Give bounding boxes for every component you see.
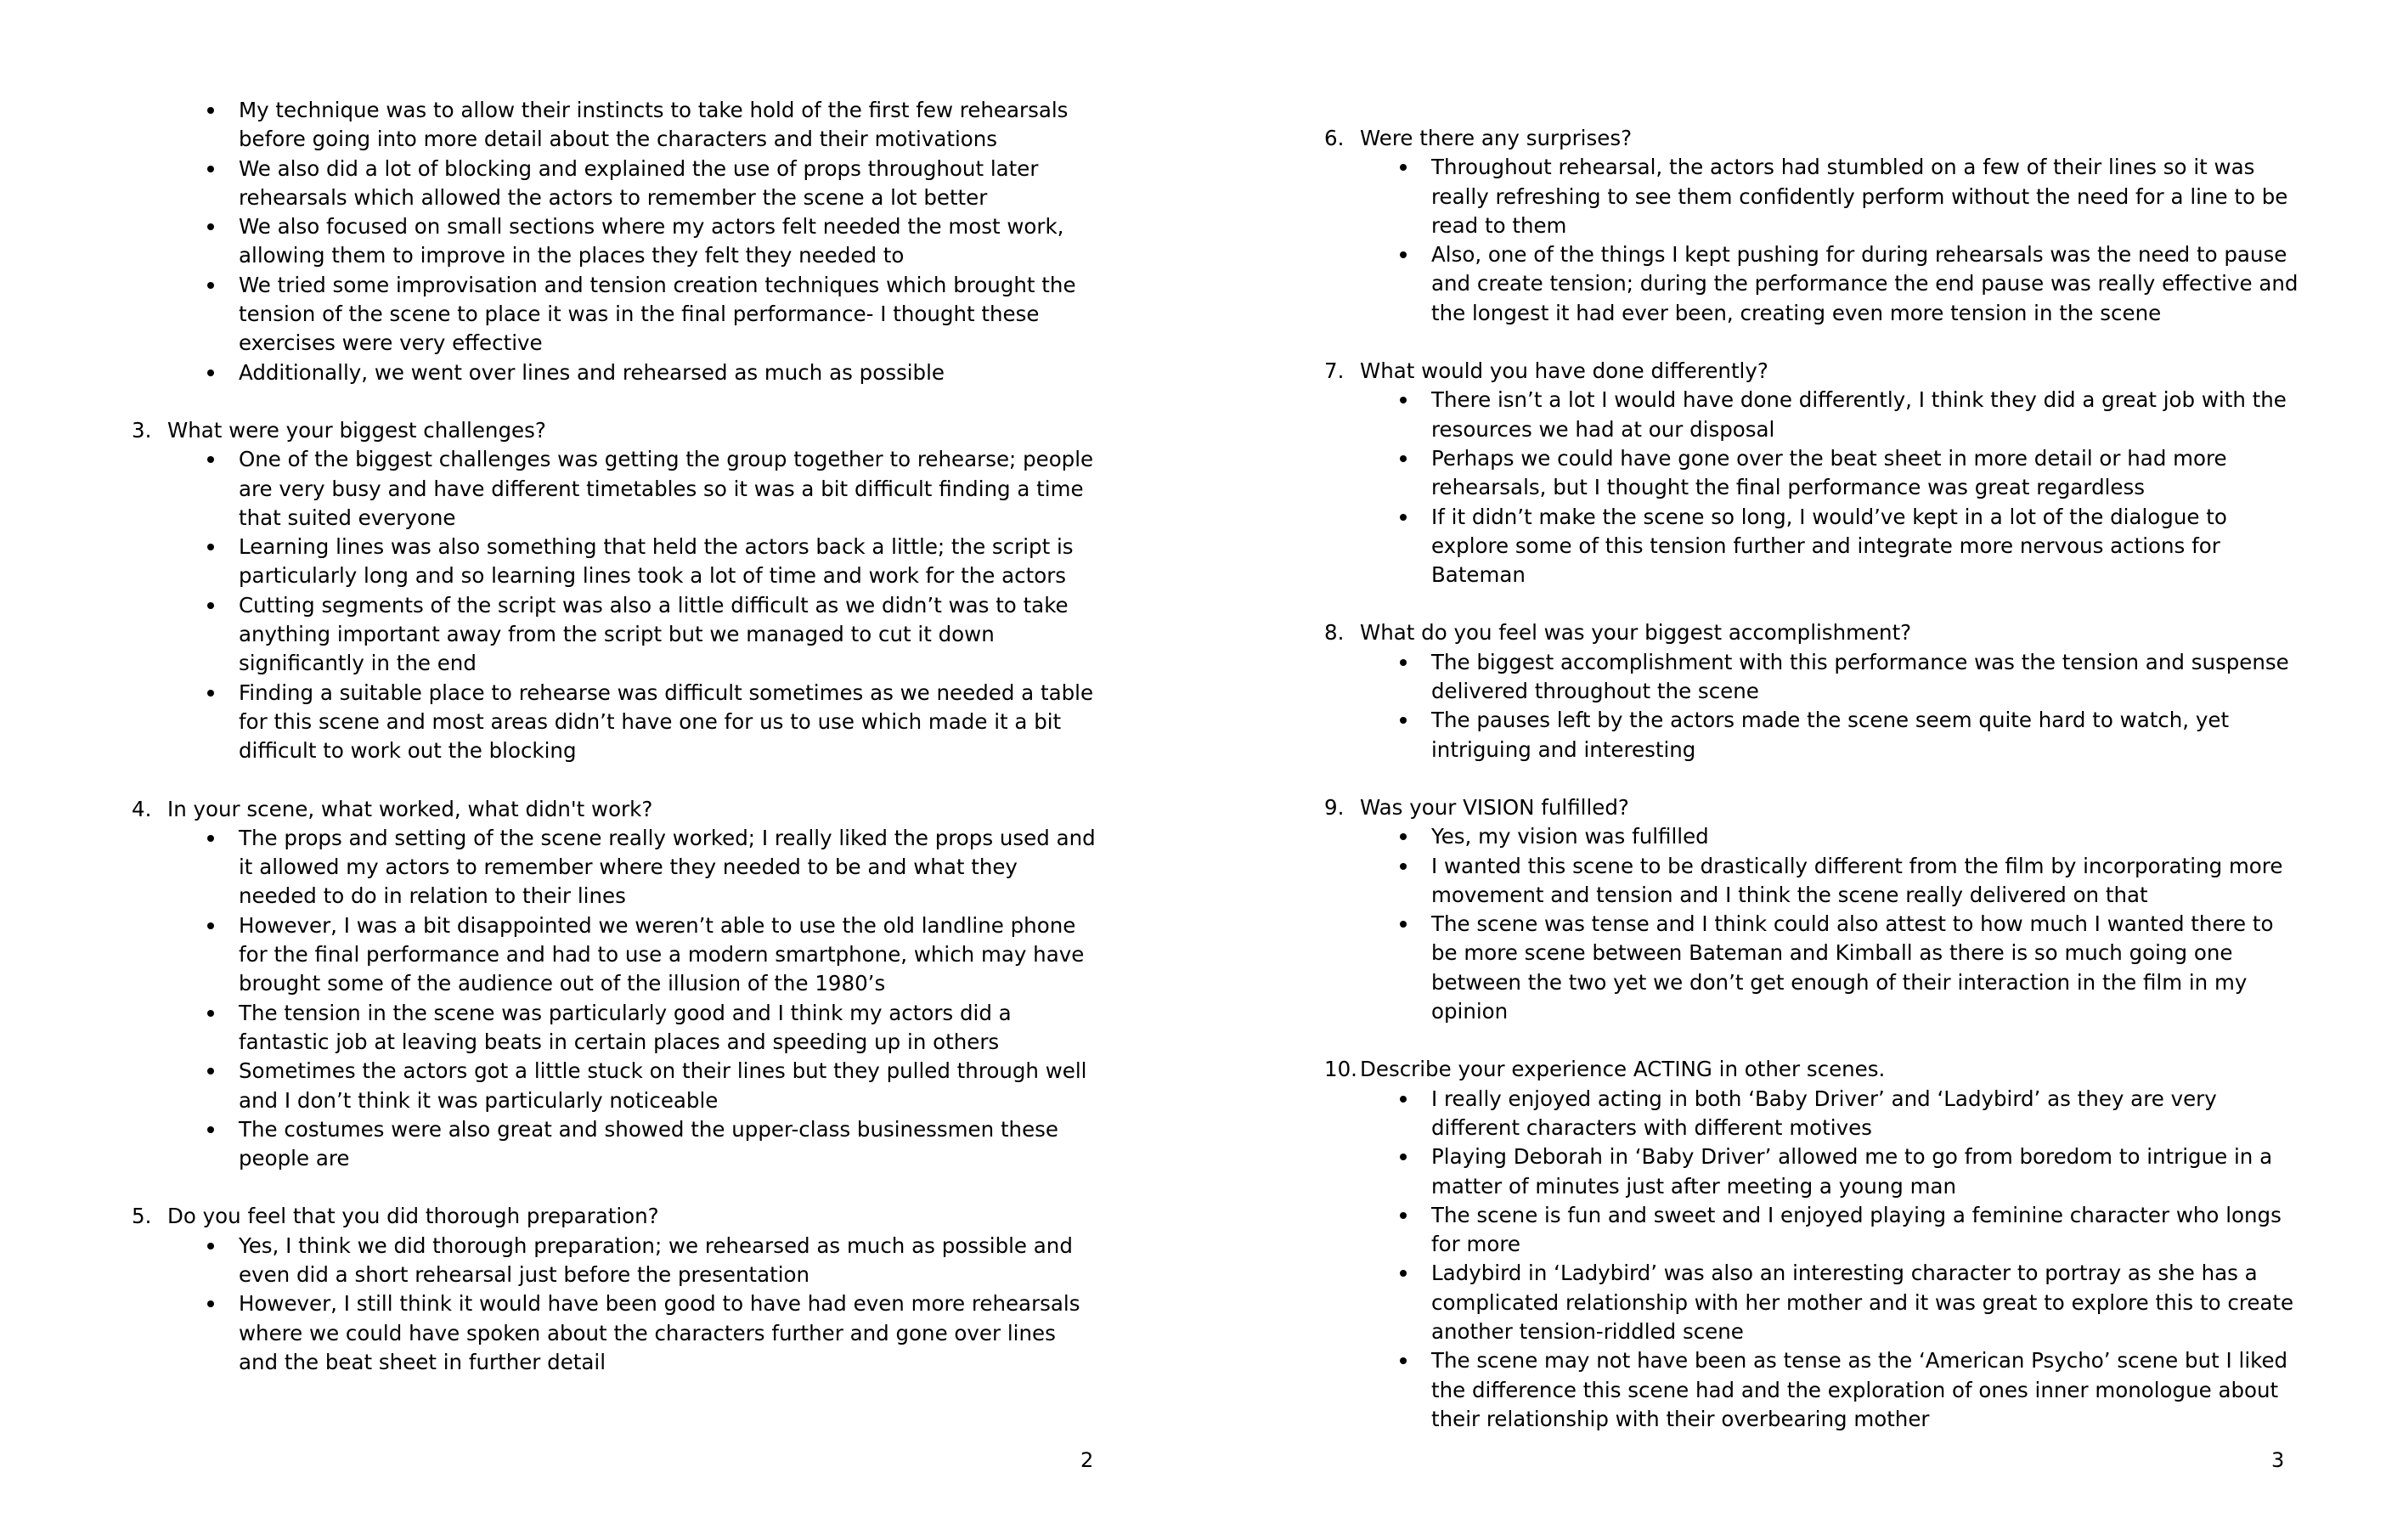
question-number: 5. <box>132 1204 152 1229</box>
continued-bullet-list <box>132 96 1096 387</box>
question-4 <box>132 795 1096 1174</box>
question-number: 4. <box>132 796 152 821</box>
list-item: Also, one of the things I kept pushing for during rehearsals was the need to pause and create tension; during the performance the end pause was really effective and the longest it had ever been, creating even more tension in the scene <box>1431 240 2301 328</box>
list-item: We also did a lot of blocking and explained the use of props throughout later rehearsals which allowed the actors to remember the scene a lot better <box>239 155 1096 213</box>
list-item: The pauses left by the actors made the scene seem quite hard to watch, yet intriguing and interesting <box>1431 706 2301 764</box>
list-item: However, I still think it would have been good to have had even more rehearsals where we could have spoken about the characters further and gone over lines and the beat sheet in further detail <box>239 1289 1096 1377</box>
answer-bullet-list <box>167 445 1096 765</box>
question-number: 8. <box>1324 620 1345 646</box>
question-number: 10. <box>1324 1057 1357 1082</box>
page-number: 3 <box>2271 1448 2285 1472</box>
question-text: Describe your experience ACTING in other scenes. <box>1360 1057 1886 1082</box>
list-item: Perhaps we could have gone over the beat sheet in more detail or had more rehearsals, but I thought the final performance was great regardless <box>1431 444 2301 503</box>
list-item: If it didn’t make the scene so long, I would’ve kept in a lot of the dialogue to explore some of this tension further and integrate more nervous actions for Bateman <box>1431 503 2301 590</box>
list-item: The scene was tense and I think could also attest to how much I wanted there to be more scene between Bateman and Kimball as there is so much going one between the two yet we don’t get enough of their interaction in the film in my opinion <box>1431 910 2301 1026</box>
page-3 <box>1193 0 2386 1540</box>
question-10 <box>1324 1055 2301 1434</box>
question-text: Was your VISION fulfilled? <box>1360 794 1629 820</box>
list-item: The scene may not have been as tense as the ‘American Psycho’ scene but I liked the difference this scene had and the exploration of ones inner monologue about their relationship with their overbearing mother <box>1431 1346 2301 1434</box>
answer-bullet-list <box>1360 822 2301 1026</box>
question-text: Do you feel that you did thorough preparation? <box>167 1204 659 1229</box>
question-6 <box>1324 124 2301 328</box>
page-number: 2 <box>1080 1448 1094 1472</box>
answer-bullet-list <box>1360 648 2301 764</box>
question-8 <box>1324 618 2301 764</box>
page-3-content <box>1324 124 2301 1434</box>
list-item: Finding a suitable place to rehearse was difficult sometimes as we needed a table for this scene and most areas didn’t have one for us to use which made it a bit difficult to work out the blocking <box>239 679 1096 766</box>
question-7 <box>1324 357 2301 589</box>
list-item: The props and setting of the scene really worked; I really liked the props used and it allowed my actors to remember where they needed to be and what they needed to do in relation to their lines <box>239 824 1096 911</box>
list-item: My technique was to allow their instincts to take hold of the first few rehearsals before going into more detail about the characters and their motivations <box>239 96 1096 155</box>
question-text: What were your biggest challenges? <box>167 417 546 443</box>
question-number: 3. <box>132 417 152 443</box>
list-item: We tried some improvisation and tension creation techniques which brought the tension of the scene to place it was in the final performance- I thought these exercises were very effective <box>239 271 1096 358</box>
list-item: Ladybird in ‘Ladybird’ was also an interesting character to portray as she has a complicated relationship with her mother and it was great to explore this to create another tension-riddled scene <box>1431 1259 2301 1346</box>
question-list <box>132 416 1096 1377</box>
list-item: There isn’t a lot I would have done differently, I think they did a great job with the resources we had at our disposal <box>1431 386 2301 444</box>
page-2-content <box>132 96 1096 1377</box>
list-item: The costumes were also great and showed the upper-class businessmen these people are <box>239 1115 1096 1174</box>
list-item: The biggest accomplishment with this performance was the tension and suspense delivered throughout the scene <box>1431 648 2301 707</box>
list-item: The tension in the scene was particularly good and I think my actors did a fantastic job at leaving beats in certain places and speeding up in others <box>239 999 1096 1058</box>
answer-bullet-list <box>1360 153 2301 328</box>
list-item: One of the biggest challenges was getting the group together to rehearse; people are very busy and have different timetables so it was a bit difficult finding a time that suited everyone <box>239 445 1096 533</box>
answer-bullet-list <box>167 1232 1096 1377</box>
list-item: I wanted this scene to be drastically different from the film by incorporating more movement and tension and I think the scene really delivered on that <box>1431 852 2301 911</box>
list-item: Playing Deborah in ‘Baby Driver’ allowed me to go from boredom to intrigue in a matter of minutes just after meeting a young man <box>1431 1142 2301 1201</box>
answer-bullet-list <box>167 824 1096 1174</box>
list-item: Throughout rehearsal, the actors had stumbled on a few of their lines so it was really refreshing to see them confidently perform without the need for a line to be read to them <box>1431 153 2301 240</box>
list-item: The scene is fun and sweet and I enjoyed playing a feminine character who longs for more <box>1431 1201 2301 1260</box>
list-item: However, I was a bit disappointed we weren’t able to use the old landline phone for the final performance and had to use a modern smartphone, which may have brought some of the audience out of the illusion of the 1980’s <box>239 911 1096 999</box>
list-item: Cutting segments of the script was also a little difficult as we didn’t was to take anything important away from the script but we managed to cut it down significantly in the end <box>239 591 1096 679</box>
list-item: Additionally, we went over lines and rehearsed as much as possible <box>239 358 1096 387</box>
list-item: Learning lines was also something that held the actors back a little; the script is particularly long and so learning lines took a lot of time and work for the actors <box>239 533 1096 591</box>
list-item: We also focused on small sections where my actors felt needed the most work, allowing them to improve in the places they felt they needed to <box>239 212 1096 271</box>
question-number: 9. <box>1324 794 1345 820</box>
list-item: Yes, I think we did thorough preparation; we rehearsed as much as possible and even did a short rehearsal just before the presentation <box>239 1232 1096 1290</box>
question-5 <box>132 1202 1096 1377</box>
list-item: I really enjoyed acting in both ‘Baby Driver’ and ‘Ladybird’ as they are very different characters with different motives <box>1431 1085 2301 1143</box>
question-text: In your scene, what worked, what didn't work? <box>167 796 653 821</box>
answer-bullet-list <box>1360 386 2301 589</box>
question-number: 7. <box>1324 358 1345 384</box>
list-item: Yes, my vision was fulfilled <box>1431 822 2301 851</box>
question-list <box>1324 124 2301 1434</box>
question-3 <box>132 416 1096 766</box>
question-text: Were there any surprises? <box>1360 126 1633 150</box>
question-text: What do you feel was your biggest accomplishment? <box>1360 620 1912 646</box>
question-text: What would you have done differently? <box>1360 358 1768 384</box>
list-item: Sometimes the actors got a little stuck on their lines but they pulled through well and I don’t think it was particularly noticeable <box>239 1057 1096 1115</box>
answer-bullet-list <box>1360 1085 2301 1435</box>
question-number: 6. <box>1324 126 1345 150</box>
question-9 <box>1324 793 2301 1026</box>
